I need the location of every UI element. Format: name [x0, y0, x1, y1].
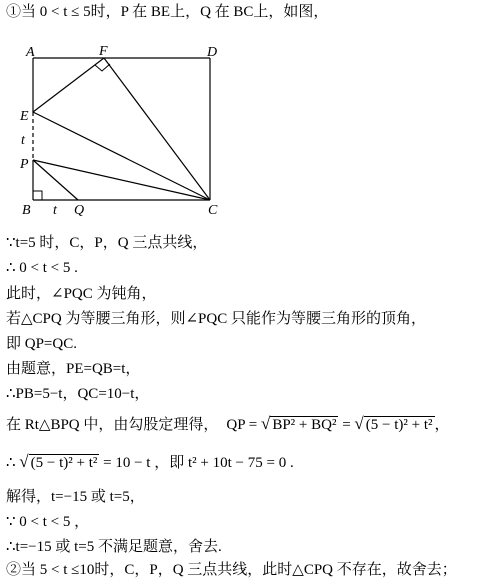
- segment-PQ: [33, 160, 78, 200]
- label-D: D: [207, 45, 218, 60]
- obtuse-angle-line: 此时，∠PQC 为钝角，: [6, 286, 157, 302]
- pythagoras-intro: 在 Rt△BPQ 中，由勾股定理得，: [6, 417, 219, 433]
- pb-qc-line: ∴PB=5−t，QC=10−t，: [6, 386, 150, 402]
- label-C: C: [208, 203, 218, 218]
- qp-equals: QP =: [226, 417, 261, 433]
- solution-line: 解得，t=−15 或 t=5，: [6, 489, 145, 505]
- given-line: 由题意，PE=QB=t，: [6, 361, 141, 377]
- sqrt-expression-2: (5 − t)² + t²: [30, 455, 98, 471]
- therefore-symbol: ∴: [6, 455, 20, 471]
- comma: ，: [434, 417, 450, 433]
- geometry-figure: [0, 38, 240, 218]
- case-2-line: ②当 5 < t ≤10时，C，P，Q 三点共线，此时△CPQ 不存在，故舍去；: [6, 562, 457, 578]
- range-line: ∴ 0 < t < 5 .: [6, 260, 78, 276]
- label-A: A: [26, 45, 35, 60]
- range-recall-line: ∵ 0 < t < 5 ，: [6, 514, 90, 530]
- label-F: F: [99, 44, 108, 59]
- label-t-bottom: t: [53, 203, 57, 218]
- label-P: P: [20, 157, 29, 172]
- label-E: E: [20, 109, 29, 124]
- reason-collinear: ∵t=5 时，C，P，Q 三点共线，: [6, 235, 208, 251]
- case-1-heading: ①当 0 < t ≤ 5时，P 在 BE上，Q 在 BC上，如图，: [6, 4, 329, 20]
- qp-equals-qc-line: 即 QP=QC.: [6, 336, 77, 352]
- label-B: B: [22, 203, 31, 218]
- equation-line: ∴ √ (5 − t)² + t² = 10 − t ，即 t² + 10t − 75 = 0 .: [6, 452, 294, 471]
- equation-rest: = 10 − t ，即 t² + 10t − 75 = 0 .: [99, 455, 294, 471]
- segment-EF: [33, 58, 104, 112]
- segment-FC: [104, 58, 210, 200]
- label-Q: Q: [74, 203, 85, 218]
- reject-line: ∴t=−15 或 t=5 不满足题意，舍去.: [6, 539, 222, 555]
- equals-sign: =: [338, 417, 355, 433]
- right-angle-mark-B: [33, 191, 42, 200]
- label-t-side: t: [21, 133, 25, 148]
- isosceles-line: 若△CPQ 为等腰三角形，则∠PQC 只能作为等腰三角形的顶角，: [6, 311, 426, 327]
- segment-PC: [33, 160, 210, 200]
- sqrt-bp-bq: BP² + BQ²: [272, 417, 337, 433]
- segment-EC: [33, 112, 210, 200]
- sqrt-expression: (5 − t)² + t²: [365, 417, 433, 433]
- pythagoras-line: 在 Rt△BPQ 中，由勾股定理得， QP = √ BP² + BQ² = √ (5 − t)² + t² ，: [6, 414, 450, 433]
- right-angle-mark-F: [95, 64, 110, 71]
